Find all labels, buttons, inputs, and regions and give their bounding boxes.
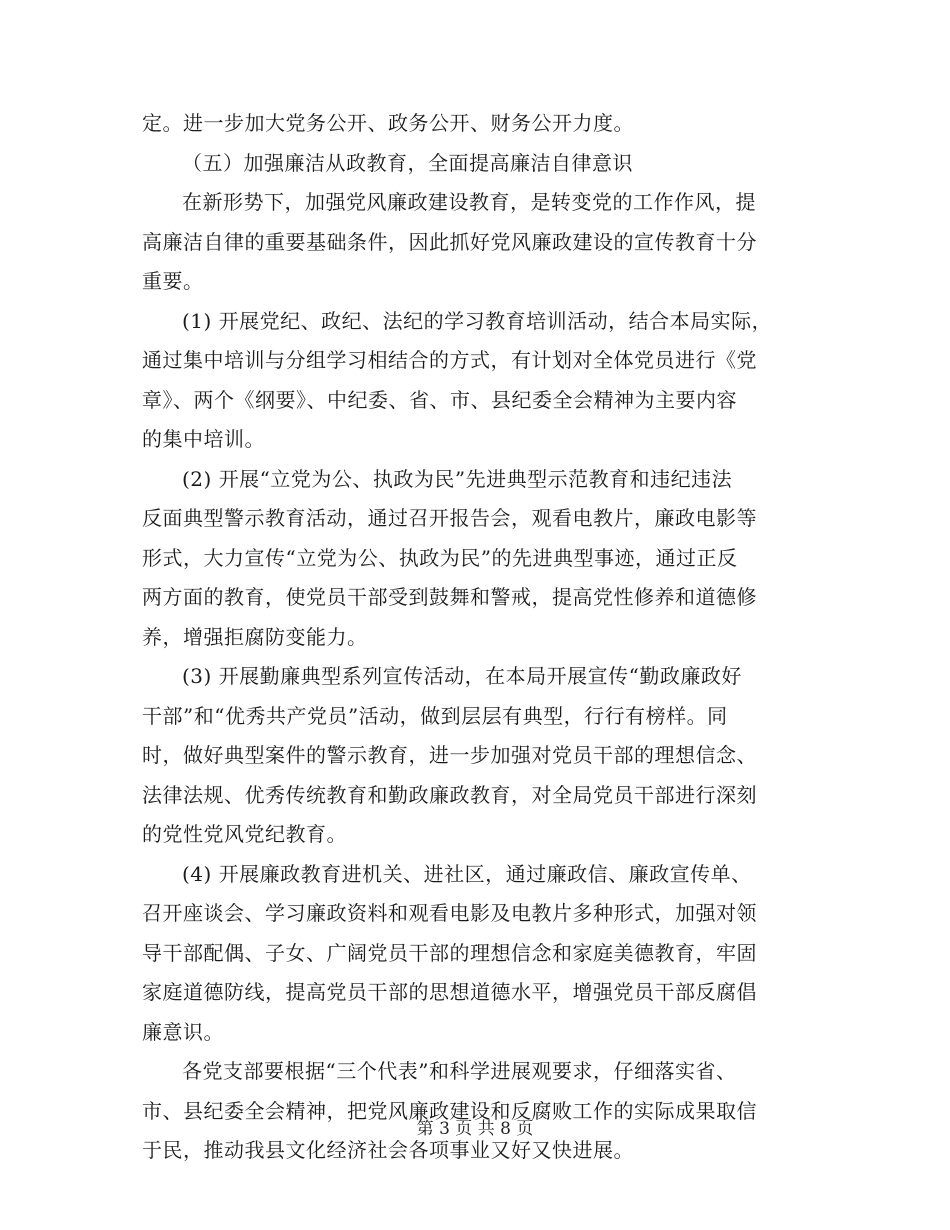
text-line: 家庭道德防线，提高党员干部的思想道德水平，增强党员干部反腐倡	[142, 980, 757, 1004]
text-line: 的集中培训。	[142, 427, 265, 451]
text-line: (2) 开展“立党为公、执政为民”先进典型示范教育和违纪违法	[182, 466, 733, 491]
text-line: 廉意识。	[142, 1019, 224, 1044]
page-number: 第 3 页 共 8 页	[416, 1119, 534, 1139]
section-heading: （五）加强廉洁从政教育，全面提高廉洁自律意识	[182, 150, 633, 175]
text-line: 的党性党风党纪教育。	[142, 822, 347, 846]
text-line: (1) 开展党纪、政纪、法纪的学习教育培训活动，结合本局实际，	[182, 308, 773, 333]
text-line: 各党支部要根据“三个代表”和科学进展观要求，仔细落实省、	[182, 1059, 737, 1083]
body-text	[142, 104, 802, 1171]
text-line: 时，做好典型案件的警示教育，进一步加强对党员干部的理想信念、	[142, 743, 757, 767]
text-line: 定。进一步加大党务公开、政务公开、财务公开力度。	[142, 111, 634, 135]
text-line: 在新形势下，加强党风廉政建设教育，是转变党的工作作风，提	[182, 190, 756, 214]
text-line: 通过集中培训与分组学习相结合的方式，有计划对全体党员进行《党	[142, 348, 757, 372]
text-line: 干部”和“优秀共产党员”活动，做到层层有典型，行行有榜样。同	[142, 703, 728, 728]
text-line: 于民，推动我县文化经济社会各项事业又好又快进展。	[142, 1138, 634, 1162]
text-line: 市、县纪委全会精神，把党风廉政建设和反腐败工作的实际成果取信	[142, 1098, 757, 1123]
text-line: 导干部配偶、子女、广阔党员干部的理想信念和家庭美德教育，牢固	[142, 940, 757, 965]
text-line: 养，增强拒腐防变能力。	[142, 624, 368, 649]
text-line: (3) 开展勤廉典型系列宣传活动，在本局开展宣传“勤政廉政好	[182, 664, 742, 688]
text-line: 召开座谈会、学习廉政资料和观看电影及电教片多种形式，加强对领	[142, 901, 757, 925]
text-line: 两方面的教育，使党员干部受到鼓舞和警戒，提高党性修养和道德修	[142, 585, 757, 609]
text-line: 形式，大力宣传“立党为公、执政为民”的先进典型事迹，通过正反	[142, 545, 738, 570]
text-line: 高廉洁自律的重要基础条件，因此抓好党风廉政建设的宣传教育十分	[142, 229, 757, 254]
text-line: 反面典型警示教育活动，通过召开报告会，观看电教片，廉政电影等	[142, 506, 757, 530]
text-line: 章》、两个《纲要》、中纪委、省、市、县纪委全会精神为主要内容	[142, 387, 737, 412]
text-line: 重要。	[142, 269, 204, 293]
text-line: 法律法规、优秀传统教育和勤政廉政教育，对全局党员干部进行深刻	[142, 782, 757, 807]
text-line: (4) 开展廉政教育进机关、进社区，通过廉政信、廉政宣传单、	[182, 861, 752, 886]
